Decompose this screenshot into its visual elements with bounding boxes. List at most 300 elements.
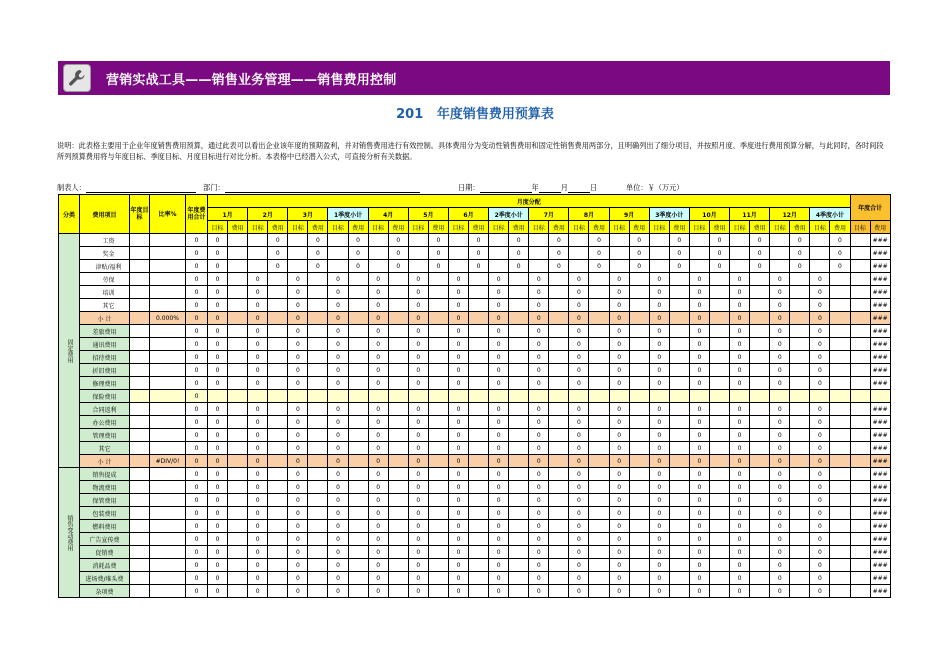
value-cell: 0 bbox=[208, 377, 228, 390]
value-cell bbox=[790, 429, 810, 442]
value-cell: 0 bbox=[770, 507, 790, 520]
value-cell: 0 bbox=[609, 546, 629, 559]
expense-item: 物流费用 bbox=[80, 481, 130, 494]
annual-expense-cell: ### bbox=[870, 559, 890, 572]
value-cell: 0 bbox=[529, 572, 549, 585]
value-cell bbox=[669, 507, 689, 520]
value-cell bbox=[308, 559, 328, 572]
value-cell bbox=[228, 403, 248, 416]
value-cell: 0 bbox=[810, 299, 830, 312]
value-cell bbox=[669, 494, 689, 507]
target-subheader: 目标 bbox=[408, 221, 428, 234]
value-cell: 0 bbox=[649, 286, 669, 299]
value-cell: 0 bbox=[208, 455, 228, 468]
value-cell: 0 bbox=[448, 403, 468, 416]
value-cell: 0 bbox=[489, 468, 509, 481]
value-cell: 0 bbox=[589, 247, 609, 260]
annual-target-cell bbox=[850, 390, 870, 403]
value-cell bbox=[308, 442, 328, 455]
expense-item: 进场费/堆头费 bbox=[80, 572, 130, 585]
value-cell bbox=[428, 364, 448, 377]
value-cell: 0 bbox=[268, 234, 288, 247]
value-cell bbox=[469, 533, 489, 546]
value-cell bbox=[248, 390, 268, 403]
value-cell bbox=[750, 377, 770, 390]
value-cell: 0 bbox=[689, 416, 709, 429]
value-cell bbox=[549, 455, 569, 468]
expense-subheader: 费用 bbox=[790, 221, 810, 234]
table-row bbox=[59, 260, 891, 273]
value-cell: 0 bbox=[408, 325, 428, 338]
expense-subheader: 费用 bbox=[268, 221, 288, 234]
value-cell: 0 bbox=[368, 273, 388, 286]
value-cell bbox=[428, 481, 448, 494]
dept-field[interactable] bbox=[203, 183, 420, 193]
value-cell bbox=[509, 377, 529, 390]
value-cell: 0 bbox=[489, 455, 509, 468]
value-cell: 0 bbox=[689, 403, 709, 416]
expense-subheader: 费用 bbox=[228, 221, 248, 234]
value-cell bbox=[549, 442, 569, 455]
value-cell bbox=[228, 312, 248, 325]
value-cell bbox=[589, 390, 609, 403]
value-cell: 0 bbox=[248, 533, 268, 546]
value-cell bbox=[509, 286, 529, 299]
value-cell bbox=[248, 234, 268, 247]
value-cell bbox=[268, 273, 288, 286]
target-cell bbox=[130, 481, 150, 494]
total-cell: 0 bbox=[186, 507, 208, 520]
value-cell bbox=[308, 273, 328, 286]
value-cell: 0 bbox=[408, 299, 428, 312]
value-cell: 0 bbox=[810, 585, 830, 598]
expense-subheader: 费用 bbox=[870, 221, 890, 234]
value-cell: 0 bbox=[288, 468, 308, 481]
annual-target-cell bbox=[850, 325, 870, 338]
value-cell bbox=[509, 429, 529, 442]
value-cell bbox=[830, 377, 850, 390]
value-cell: 0 bbox=[810, 468, 830, 481]
value-cell: 0 bbox=[689, 377, 709, 390]
value-cell: 0 bbox=[368, 468, 388, 481]
value-cell bbox=[709, 572, 729, 585]
value-cell: 0 bbox=[448, 442, 468, 455]
value-cell bbox=[589, 377, 609, 390]
ratio-cell bbox=[150, 507, 186, 520]
value-cell: 0 bbox=[730, 286, 750, 299]
value-cell bbox=[228, 455, 248, 468]
value-cell: 0 bbox=[408, 572, 428, 585]
value-cell bbox=[368, 247, 388, 260]
value-cell: 0 bbox=[328, 507, 348, 520]
value-cell: 0 bbox=[388, 234, 408, 247]
value-cell bbox=[750, 273, 770, 286]
value-cell: 0 bbox=[489, 325, 509, 338]
value-cell bbox=[569, 247, 589, 260]
value-cell: 0 bbox=[469, 260, 489, 273]
value-cell: 0 bbox=[368, 364, 388, 377]
value-cell: 0 bbox=[689, 455, 709, 468]
value-cell bbox=[750, 325, 770, 338]
value-cell bbox=[790, 312, 810, 325]
value-cell bbox=[790, 338, 810, 351]
value-cell: 0 bbox=[649, 494, 669, 507]
value-cell bbox=[709, 286, 729, 299]
value-cell bbox=[790, 572, 810, 585]
target-subheader: 目标 bbox=[529, 221, 549, 234]
ratio-cell: #DIV/0! bbox=[150, 455, 186, 468]
ratio-cell bbox=[150, 533, 186, 546]
expense-item: 工资 bbox=[80, 234, 130, 247]
value-cell: 0 bbox=[609, 559, 629, 572]
table-row bbox=[59, 390, 891, 403]
value-cell: 0 bbox=[810, 481, 830, 494]
value-cell bbox=[228, 468, 248, 481]
value-cell bbox=[288, 234, 308, 247]
value-cell: 0 bbox=[649, 312, 669, 325]
date-field[interactable] bbox=[458, 183, 597, 193]
value-cell: 0 bbox=[730, 364, 750, 377]
annual-expense-cell: ### bbox=[870, 234, 890, 247]
target-cell bbox=[130, 559, 150, 572]
value-cell: 0 bbox=[810, 572, 830, 585]
value-cell: 0 bbox=[569, 429, 589, 442]
target-subheader: 目标 bbox=[609, 221, 629, 234]
value-cell bbox=[228, 429, 248, 442]
value-cell: 0 bbox=[750, 247, 770, 260]
table-row bbox=[59, 377, 891, 390]
value-cell: 0 bbox=[248, 351, 268, 364]
value-cell bbox=[228, 390, 248, 403]
value-cell: 0 bbox=[689, 520, 709, 533]
value-cell bbox=[689, 390, 709, 403]
value-cell bbox=[288, 390, 308, 403]
value-cell: 0 bbox=[609, 481, 629, 494]
expense-subheader: 费用 bbox=[629, 221, 649, 234]
value-cell: 0 bbox=[408, 364, 428, 377]
value-cell: 0 bbox=[770, 572, 790, 585]
value-cell: 0 bbox=[790, 234, 810, 247]
value-cell: 0 bbox=[328, 559, 348, 572]
target-cell bbox=[130, 260, 150, 273]
value-cell bbox=[428, 507, 448, 520]
value-cell: 0 bbox=[248, 455, 268, 468]
value-cell: 0 bbox=[529, 546, 549, 559]
value-cell: 0 bbox=[830, 234, 850, 247]
value-cell bbox=[469, 416, 489, 429]
value-cell bbox=[529, 390, 549, 403]
value-cell bbox=[689, 247, 709, 260]
value-cell: 0 bbox=[328, 520, 348, 533]
value-cell: 0 bbox=[448, 572, 468, 585]
value-cell bbox=[830, 286, 850, 299]
value-cell: 0 bbox=[489, 351, 509, 364]
value-cell: 0 bbox=[770, 338, 790, 351]
value-cell bbox=[589, 299, 609, 312]
expense-item: 燃料费用 bbox=[80, 520, 130, 533]
value-cell bbox=[709, 338, 729, 351]
value-cell bbox=[549, 273, 569, 286]
value-cell: 0 bbox=[208, 273, 228, 286]
value-cell bbox=[228, 377, 248, 390]
value-cell: 0 bbox=[569, 585, 589, 598]
table-row bbox=[59, 312, 891, 325]
value-cell: 0 bbox=[368, 325, 388, 338]
target-cell bbox=[130, 520, 150, 533]
value-cell bbox=[509, 507, 529, 520]
value-cell: 0 bbox=[770, 351, 790, 364]
value-cell bbox=[629, 494, 649, 507]
ratio-cell bbox=[150, 299, 186, 312]
value-cell: 0 bbox=[689, 273, 709, 286]
expense-item: 包装费用 bbox=[80, 507, 130, 520]
value-cell bbox=[750, 520, 770, 533]
value-cell bbox=[268, 325, 288, 338]
value-cell: 0 bbox=[810, 533, 830, 546]
annual-expense-cell: ### bbox=[870, 247, 890, 260]
value-cell bbox=[529, 234, 549, 247]
value-cell bbox=[469, 442, 489, 455]
value-cell: 0 bbox=[248, 377, 268, 390]
value-cell: 0 bbox=[730, 442, 750, 455]
value-cell: 0 bbox=[569, 403, 589, 416]
annual-target-cell bbox=[850, 559, 870, 572]
value-cell bbox=[268, 585, 288, 598]
value-cell bbox=[228, 247, 248, 260]
target-subheader: 目标 bbox=[328, 221, 348, 234]
value-cell: 0 bbox=[489, 403, 509, 416]
value-cell bbox=[830, 533, 850, 546]
value-cell: 0 bbox=[448, 429, 468, 442]
value-cell: 0 bbox=[268, 247, 288, 260]
value-cell bbox=[469, 273, 489, 286]
year-total-header: 年度合计 bbox=[850, 195, 890, 221]
expense-subheader: 费用 bbox=[428, 221, 448, 234]
value-cell bbox=[509, 312, 529, 325]
total-cell: 0 bbox=[186, 416, 208, 429]
value-cell: 0 bbox=[408, 455, 428, 468]
value-cell: 0 bbox=[730, 494, 750, 507]
value-cell bbox=[469, 429, 489, 442]
expense-subheader: 费用 bbox=[388, 221, 408, 234]
value-cell bbox=[228, 585, 248, 598]
value-cell bbox=[308, 299, 328, 312]
target-cell bbox=[130, 507, 150, 520]
value-cell bbox=[509, 416, 529, 429]
value-cell bbox=[448, 260, 468, 273]
value-cell bbox=[308, 468, 328, 481]
value-cell bbox=[669, 572, 689, 585]
value-cell bbox=[790, 377, 810, 390]
annual-target-cell bbox=[850, 273, 870, 286]
value-cell bbox=[790, 468, 810, 481]
annual-expense-cell: ### bbox=[870, 494, 890, 507]
value-cell bbox=[549, 312, 569, 325]
value-cell bbox=[629, 520, 649, 533]
value-cell bbox=[750, 585, 770, 598]
value-cell bbox=[629, 325, 649, 338]
value-cell bbox=[509, 572, 529, 585]
value-cell: 0 bbox=[569, 299, 589, 312]
annual-target-cell bbox=[850, 403, 870, 416]
value-cell: 0 bbox=[689, 507, 709, 520]
annual-target-cell bbox=[850, 507, 870, 520]
annual-expense-cell: ### bbox=[870, 442, 890, 455]
value-cell bbox=[228, 364, 248, 377]
value-cell bbox=[709, 520, 729, 533]
value-cell bbox=[589, 520, 609, 533]
value-cell bbox=[750, 403, 770, 416]
value-cell: 0 bbox=[669, 234, 689, 247]
value-cell: 0 bbox=[469, 234, 489, 247]
total-cell: 0 bbox=[186, 247, 208, 260]
value-cell bbox=[469, 390, 489, 403]
value-cell: 0 bbox=[328, 286, 348, 299]
target-cell bbox=[130, 286, 150, 299]
value-cell: 0 bbox=[770, 429, 790, 442]
value-cell bbox=[549, 546, 569, 559]
value-cell: 0 bbox=[288, 455, 308, 468]
value-cell: 0 bbox=[689, 429, 709, 442]
expense-item: 消耗品费 bbox=[80, 559, 130, 572]
month-header: 12月 bbox=[770, 208, 810, 221]
value-cell bbox=[730, 234, 750, 247]
value-cell: 0 bbox=[288, 325, 308, 338]
value-cell: 0 bbox=[288, 416, 308, 429]
value-cell bbox=[428, 585, 448, 598]
value-cell bbox=[790, 442, 810, 455]
value-cell: 0 bbox=[529, 377, 549, 390]
annual-target-cell bbox=[850, 585, 870, 598]
value-cell bbox=[549, 468, 569, 481]
target-cell bbox=[130, 455, 150, 468]
value-cell: 0 bbox=[689, 533, 709, 546]
table-row bbox=[59, 338, 891, 351]
target-cell bbox=[130, 546, 150, 559]
value-cell: 0 bbox=[810, 416, 830, 429]
value-cell: 0 bbox=[288, 507, 308, 520]
value-cell bbox=[268, 468, 288, 481]
value-cell bbox=[469, 507, 489, 520]
value-cell bbox=[428, 351, 448, 364]
value-cell: 0 bbox=[368, 520, 388, 533]
value-cell bbox=[388, 429, 408, 442]
value-cell bbox=[428, 572, 448, 585]
value-cell: 0 bbox=[830, 260, 850, 273]
value-cell: 0 bbox=[750, 234, 770, 247]
maker-field[interactable] bbox=[57, 183, 196, 193]
value-cell bbox=[750, 494, 770, 507]
value-cell bbox=[208, 390, 228, 403]
value-cell: 0 bbox=[368, 442, 388, 455]
value-cell: 0 bbox=[288, 546, 308, 559]
value-cell bbox=[388, 520, 408, 533]
value-cell: 0 bbox=[248, 520, 268, 533]
expense-subheader: 费用 bbox=[589, 221, 609, 234]
value-cell: 0 bbox=[730, 572, 750, 585]
ratio-cell bbox=[150, 338, 186, 351]
month-header: 8月 bbox=[569, 208, 609, 221]
ratio-cell bbox=[150, 559, 186, 572]
value-cell bbox=[629, 455, 649, 468]
value-cell: 0 bbox=[428, 247, 448, 260]
ratio-cell: 0.000% bbox=[150, 312, 186, 325]
annual-expense-cell: ### bbox=[870, 455, 890, 468]
quarter-subtotal-header: 3季度小计 bbox=[649, 208, 689, 221]
value-cell bbox=[750, 299, 770, 312]
value-cell bbox=[730, 247, 750, 260]
value-cell bbox=[428, 377, 448, 390]
value-cell: 0 bbox=[328, 377, 348, 390]
value-cell: 0 bbox=[730, 416, 750, 429]
value-cell bbox=[509, 559, 529, 572]
value-cell bbox=[830, 416, 850, 429]
value-cell: 0 bbox=[208, 416, 228, 429]
annual-expense-cell: ### bbox=[870, 377, 890, 390]
value-cell bbox=[348, 351, 368, 364]
value-cell bbox=[348, 572, 368, 585]
value-cell bbox=[469, 559, 489, 572]
value-cell: 0 bbox=[730, 312, 750, 325]
value-cell: 0 bbox=[529, 442, 549, 455]
wrench-icon bbox=[63, 64, 91, 92]
value-cell: 0 bbox=[208, 520, 228, 533]
value-cell: 0 bbox=[709, 260, 729, 273]
value-cell: 0 bbox=[388, 260, 408, 273]
value-cell: 0 bbox=[810, 273, 830, 286]
value-cell bbox=[750, 481, 770, 494]
value-cell: 0 bbox=[208, 494, 228, 507]
value-cell: 0 bbox=[810, 494, 830, 507]
table-row bbox=[59, 351, 891, 364]
value-cell: 0 bbox=[589, 234, 609, 247]
value-cell bbox=[790, 559, 810, 572]
value-cell: 0 bbox=[288, 429, 308, 442]
value-cell: 0 bbox=[790, 260, 810, 273]
value-cell bbox=[709, 533, 729, 546]
ratio-cell bbox=[150, 442, 186, 455]
value-cell bbox=[348, 377, 368, 390]
value-cell bbox=[428, 299, 448, 312]
month-label: 月 bbox=[560, 183, 568, 192]
value-cell bbox=[830, 585, 850, 598]
value-cell bbox=[589, 351, 609, 364]
value-cell: 0 bbox=[368, 286, 388, 299]
value-cell bbox=[328, 390, 348, 403]
value-cell: 0 bbox=[770, 455, 790, 468]
table-row bbox=[59, 403, 891, 416]
value-cell bbox=[469, 572, 489, 585]
value-cell bbox=[830, 507, 850, 520]
value-cell bbox=[428, 325, 448, 338]
value-cell: 0 bbox=[569, 494, 589, 507]
value-cell: 0 bbox=[388, 247, 408, 260]
value-cell: 0 bbox=[649, 455, 669, 468]
value-cell bbox=[308, 390, 328, 403]
value-cell bbox=[549, 481, 569, 494]
annual-expense-cell: ### bbox=[870, 260, 890, 273]
value-cell bbox=[388, 507, 408, 520]
total-cell: 0 bbox=[186, 494, 208, 507]
value-cell bbox=[268, 390, 288, 403]
value-cell: 0 bbox=[649, 559, 669, 572]
value-cell bbox=[669, 312, 689, 325]
value-cell bbox=[709, 481, 729, 494]
target-cell bbox=[130, 468, 150, 481]
value-cell: 0 bbox=[689, 494, 709, 507]
value-cell bbox=[549, 494, 569, 507]
value-cell: 0 bbox=[649, 351, 669, 364]
